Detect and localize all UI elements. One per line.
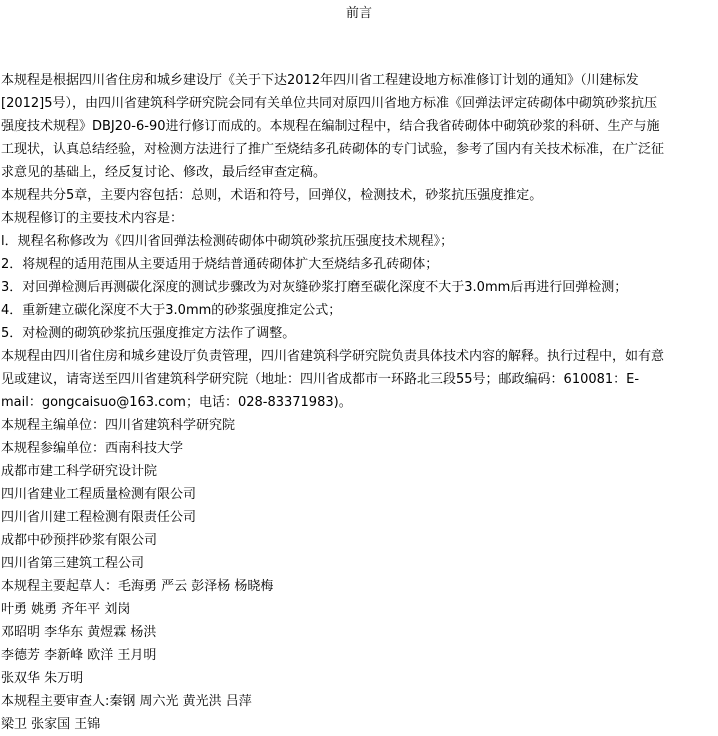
chapter-summary: 本规程共分5章，主要内容包括：总则，术语和符号，回弹仪，检测技术，砂浆抗压强度推定。 [1,188,543,203]
participating-unit-6: 四川省第三建筑工程公司 [1,556,145,571]
participating-unit-2: 成都市建工科学研究设计院 [1,464,158,479]
revision-item-1: l．规程名称修改为《四川省回弹法检测砖砌体中砌筑砂浆抗压强度技术规程》； [1,234,454,249]
chief-editor-unit: 本规程主编单位：四川省建筑科学研究院 [1,418,236,433]
body-line-1: 本规程是根据四川省住房和城乡建设厅《关于下达2012年四川省工程建设地方标准修订计划的通知》（川建标发 [1,73,639,88]
drafters-line-3: 邓昭明 李华东 黄煜霖 杨洪 [1,625,157,640]
revision-item-2: 2．将规程的适用范围从主要适用于烧结普通砖砌体扩大至烧结多孔砖砌体； [1,257,439,272]
reviewers-line-1: 本规程主要审查人:秦钢 周六光 黄光洪 吕萍 [1,694,252,709]
reviewers-line-2: 梁卫 张家国 王锦 [1,717,101,732]
revision-item-3: 3．对回弹检测后再测碳化深度的测试步骤改为对灰缝砂浆打磨至碳化深度不大于3.0mm后再进行回弹检测； [1,280,628,295]
revision-item-4: 4．重新建立碳化深度不大于3.0mm的砂浆强度推定公式； [1,303,342,318]
body-line-3: 强度技术规程》DBJ20-6-90进行修订而成的。本规程在编制过程中，结合我省砖砌体中砌筑砂浆的科研、生产与施 [1,119,660,134]
participating-unit-3: 四川省建业工程质量检测有限公司 [1,487,197,502]
participating-unit-1: 本规程参编单位：西南科技大学 [1,441,184,456]
page-title: 前言 [345,6,372,21]
drafters-line-4: 李德芳 李新峰 欧洋 王月明 [1,648,157,663]
drafters-line-5: 张双华 朱万明 [1,671,84,686]
drafters-line-2: 叶勇 姚勇 齐年平 刘岗 [1,602,131,617]
management-line-3: mail：gongcaisuo@163.com；电话：028-83371983)。 [1,395,352,410]
management-line-2: 见或建议，请寄送至四川省建筑科学研究院（地址：四川省成都市一环路北三段55号；邮政编码：610081：E- [1,372,640,387]
body-line-5: 求意见的基础上，经反复讨论、修改，最后经审查定稿。 [1,165,327,180]
document-body [1,69,717,736]
drafters-line-1: 本规程主要起草人：毛海勇 严云 彭泽杨 杨晓梅 [1,579,274,594]
participating-unit-5: 成都中砂预拌砂浆有限公司 [1,533,158,548]
revision-heading: 本规程修订的主要技术内容是： [1,211,184,226]
management-line-1: 本规程由四川省住房和城乡建设厅负责管理，四川省建筑科学研究院负责具体技术内容的解释。执行过程中，如有意 [1,349,665,364]
body-line-4: 工现状，认真总结经验，对检测方法进行了推广至烧结多孔砖砌体的专门试验，参考了国内有关技术标准，在广泛征 [1,142,665,157]
body-line-2: [2012]5号），由四川省建筑科学研究院会同有关单位共同对原四川省地方标准《回弹法评定砖砌体中砌筑砂浆抗压 [1,96,657,111]
participating-unit-4: 四川省川建工程检测有限责任公司 [1,510,197,525]
revision-item-5: 5．对检测的砌筑砂浆抗压强度推定方法作了调整。 [1,326,296,341]
